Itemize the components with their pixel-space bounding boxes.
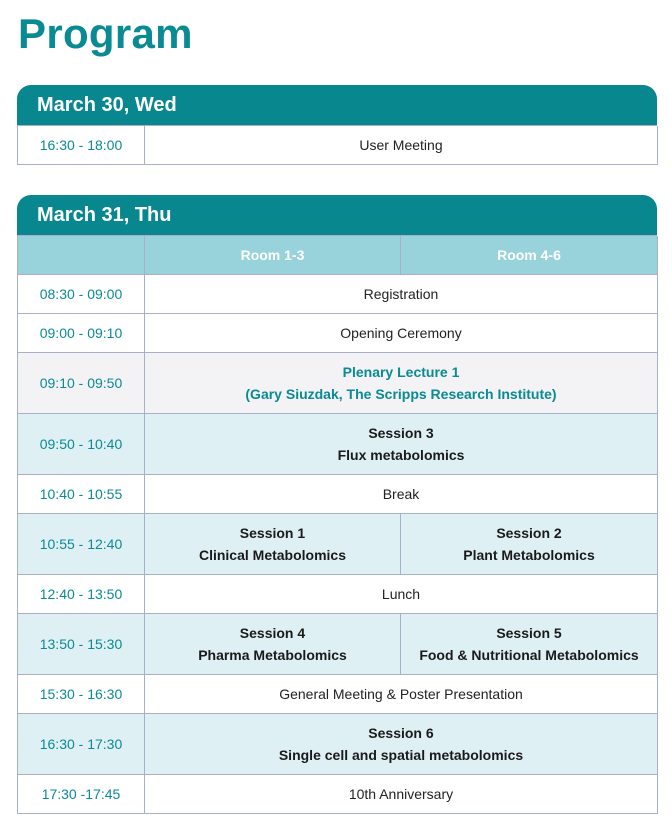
- session-topic: Single cell and spatial metabolomics: [278, 747, 524, 763]
- room-header-4-6: Room 4-6: [401, 236, 658, 275]
- day-schedule-march-31: [17, 195, 657, 814]
- time-cell: 15:30 - 16:30: [18, 675, 145, 714]
- session-title: Session 5: [496, 625, 562, 641]
- session-cell-room-4-6: [401, 614, 658, 675]
- session-cell-room-4-6: [401, 514, 658, 575]
- time-cell: 16:30 - 18:00: [18, 126, 145, 165]
- time-cell: 08:30 - 09:00: [18, 275, 145, 314]
- session-cell-room-1-3: [145, 514, 401, 575]
- session-title: Session 3: [368, 425, 434, 441]
- schedule-table: [17, 235, 657, 814]
- plenary-title: Plenary Lecture 1: [342, 364, 460, 380]
- page-title: Program: [18, 10, 193, 57]
- time-cell: 09:10 - 09:50: [18, 353, 145, 414]
- time-cell: 13:50 - 15:30: [18, 614, 145, 675]
- session-title: Session 4: [239, 625, 306, 641]
- day-header: March 31, Thu: [17, 195, 657, 235]
- session-topic: Plant Metabolomics: [463, 547, 595, 563]
- schedule-table: [17, 125, 657, 165]
- session-title: Session 6: [368, 725, 434, 741]
- event-cell: Lunch: [145, 575, 658, 614]
- time-cell: 10:55 - 12:40: [18, 514, 145, 575]
- time-cell: 12:40 - 13:50: [18, 575, 145, 614]
- session-topic: Flux metabolomics: [337, 447, 465, 463]
- day-header: March 30, Wed: [17, 85, 657, 125]
- room-header-1-3: Room 1-3: [145, 236, 401, 275]
- time-column-header: [18, 236, 145, 275]
- time-cell: 17:30 -17:45: [18, 775, 145, 814]
- session-cell: [145, 414, 658, 475]
- time-cell: 09:00 - 09:10: [18, 314, 145, 353]
- session-title: Session 1: [239, 525, 306, 541]
- event-cell: Registration: [145, 275, 658, 314]
- event-cell: General Meeting & Poster Presentation: [145, 675, 658, 714]
- session-topic: Pharma Metabolomics: [198, 647, 347, 663]
- plenary-speaker: (Gary Siuzdak, The Scripps Research Institute): [245, 386, 557, 402]
- event-cell: Opening Ceremony: [145, 314, 658, 353]
- session-title: Session 2: [496, 525, 562, 541]
- event-cell: Break: [145, 475, 658, 514]
- day-schedule-march-30: [17, 85, 657, 165]
- time-cell: 09:50 - 10:40: [18, 414, 145, 475]
- plenary-lecture-cell: [145, 353, 658, 414]
- time-cell: 16:30 - 17:30: [18, 714, 145, 775]
- event-cell: 10th Anniversary: [145, 775, 658, 814]
- session-cell-room-1-3: [145, 614, 401, 675]
- session-topic: Clinical Metabolomics: [198, 547, 347, 563]
- time-cell: 10:40 - 10:55: [18, 475, 145, 514]
- event-cell: User Meeting: [145, 126, 658, 165]
- session-cell: [145, 714, 658, 775]
- session-topic: Food & Nutritional Metabolomics: [419, 647, 639, 663]
